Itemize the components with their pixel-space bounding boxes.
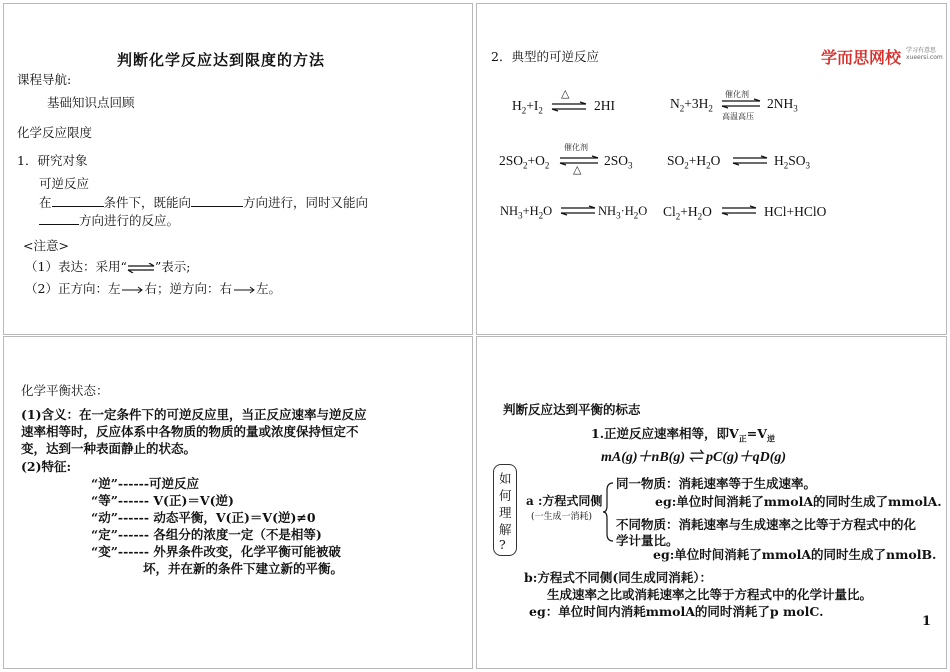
equilibrium-arrow-icon bbox=[127, 263, 155, 273]
feature-change: “变”------ 外界条件改变，化学平衡可能被破 bbox=[91, 544, 341, 559]
section-heading: 2．典型的可逆反应 bbox=[491, 49, 599, 64]
product-hcl-hclo: HCl+HClO bbox=[764, 204, 827, 219]
equation-cl2-h2o: $Cl_2+H_2O$ bbox=[663, 204, 712, 222]
brace-icon bbox=[603, 482, 615, 542]
definition-line-2: 方向进行的反应。 bbox=[39, 213, 179, 228]
case-b-rule: 生成速率之比或消耗速率之比等于方程式中的化学计量比。 bbox=[547, 587, 873, 602]
diff-substance-rule-1: 不同物质：消耗速率与生成速率之比等于方程式中的化 bbox=[616, 517, 917, 532]
brand-logo-url: xueersi.com bbox=[906, 54, 943, 61]
course-nav-item: 基础知识点回顾 bbox=[47, 95, 135, 110]
heat-symbol: △ bbox=[573, 163, 582, 176]
slide-equilibrium-criteria bbox=[476, 336, 947, 669]
product-hi: 2HI bbox=[594, 98, 615, 113]
box-char: 理 bbox=[499, 505, 512, 520]
case-a-label: a :方程式同侧 bbox=[526, 494, 603, 508]
catalyst-label: 催化剂 bbox=[564, 143, 588, 152]
equation-h2-i2: $H_2+I_2$ bbox=[512, 98, 543, 116]
page-number: 1 bbox=[922, 614, 932, 629]
equilibrium-arrow-icon bbox=[721, 99, 761, 109]
definition-line-1: 在 条件下，既能向 方向进行，同时又能向 bbox=[39, 195, 369, 210]
equilibrium-arrow-icon bbox=[560, 206, 596, 216]
slide-reaction-limit bbox=[3, 3, 473, 335]
feature-fixed: “定”------ 各组分的浓度一定（不是相等) bbox=[91, 527, 322, 542]
meaning-line-1: (1)含义：在一定条件下的可逆反应里，当正反应速率与逆反应 bbox=[21, 407, 367, 422]
feature-change-cont: 坏，并在新的条件下建立新的平衡。 bbox=[143, 561, 344, 576]
equation-so2-h2o: $SO_2+H_2O$ bbox=[667, 153, 721, 171]
brand-logo: 学而思网校 bbox=[821, 48, 902, 67]
product-nh3-h2o: $NH_3\cdot H_2O$ bbox=[598, 204, 648, 221]
equation-n2-h2: $N_2+3H_2$ bbox=[670, 96, 713, 114]
item-heading: 1．研究对象 bbox=[17, 153, 88, 168]
example-3: eg：单位时间内消耗mmolA的同时消耗了p molC. bbox=[529, 604, 824, 619]
box-char: 如 bbox=[499, 471, 512, 486]
product-so3: $2SO_3$ bbox=[604, 153, 633, 171]
case-b-label: b:方程式不同侧(同生成同消耗）： bbox=[524, 570, 713, 585]
condition-label: 高温高压 bbox=[722, 112, 754, 121]
equilibrium-arrow-icon bbox=[732, 156, 768, 166]
right-arrow-icon bbox=[232, 286, 256, 294]
note-1: （1）表达：采用“ ”表示; bbox=[25, 259, 191, 274]
slide-chemical-equilibrium bbox=[3, 336, 473, 669]
general-equation: mA(g)＋nB(g) ⇌ pC(g)＋qD(g) bbox=[601, 450, 787, 465]
feature-reversible: “逆”------可逆反应 bbox=[91, 476, 200, 491]
meaning-line-3: 变，达到一种表面静止的状态。 bbox=[21, 441, 197, 456]
slide-reversible-reactions bbox=[476, 3, 947, 335]
section-heading: 判断反应达到平衡的标志 bbox=[503, 402, 641, 417]
meaning-line-2: 速率相等时，反应体系中各物质的物质的量或浓度保持恒定不 bbox=[21, 424, 359, 439]
feature-equal: “等”------ V(正)＝V(逆) bbox=[91, 493, 234, 508]
example-1: eg:单位时间消耗了mmolA的同时生成了mmolA. bbox=[655, 494, 942, 509]
box-char: ? bbox=[499, 537, 506, 552]
equation-so2-o2: $2SO_2+O_2$ bbox=[499, 153, 550, 171]
equilibrium-arrow-icon bbox=[551, 102, 587, 112]
catalyst-label: 催化剂 bbox=[725, 90, 749, 99]
criterion-1: 1.正逆反应速率相等，即$V_正=V_逆$ bbox=[591, 426, 775, 444]
note-heading: <注意> bbox=[23, 238, 69, 253]
heat-symbol: △ bbox=[561, 87, 570, 100]
equation-nh3-h2o: $NH_3+H_2O$ bbox=[500, 204, 553, 221]
brand-logo-tagline: 学习有意思 bbox=[906, 47, 937, 54]
diff-substance-rule-2: 学计量比。 bbox=[616, 533, 679, 548]
reversible-label: 可逆反应 bbox=[39, 176, 90, 191]
product-nh3: $2NH_3$ bbox=[767, 96, 798, 114]
same-substance-rule: 同一物质：消耗速率等于生成速率。 bbox=[616, 476, 817, 491]
slide-title: 判断化学反应达到限度的方法 bbox=[117, 51, 326, 69]
equilibrium-arrow-icon bbox=[721, 206, 757, 216]
section-heading: 化学反应限度 bbox=[17, 125, 93, 140]
features-heading: (2)特征: bbox=[21, 459, 72, 474]
box-char: 解 bbox=[499, 522, 512, 537]
example-2: eg:单位时间消耗了mmolA的同时生成了nmolB. bbox=[653, 547, 937, 562]
course-nav-label: 课程导航: bbox=[17, 72, 72, 87]
case-a-sub: (一生成一消耗) bbox=[531, 512, 593, 522]
product-h2so3: $H_2SO_3$ bbox=[774, 153, 811, 171]
how-to-understand-box bbox=[493, 464, 517, 556]
feature-dynamic: “动”------ 动态平衡，V(正)＝V(逆)≠0 bbox=[91, 510, 316, 525]
right-arrow-icon bbox=[120, 286, 144, 294]
note-2: （2）正方向：左 右；逆方向：右 左。 bbox=[25, 281, 281, 296]
box-char: 何 bbox=[499, 488, 512, 503]
section-heading: 化学平衡状态： bbox=[21, 383, 109, 398]
